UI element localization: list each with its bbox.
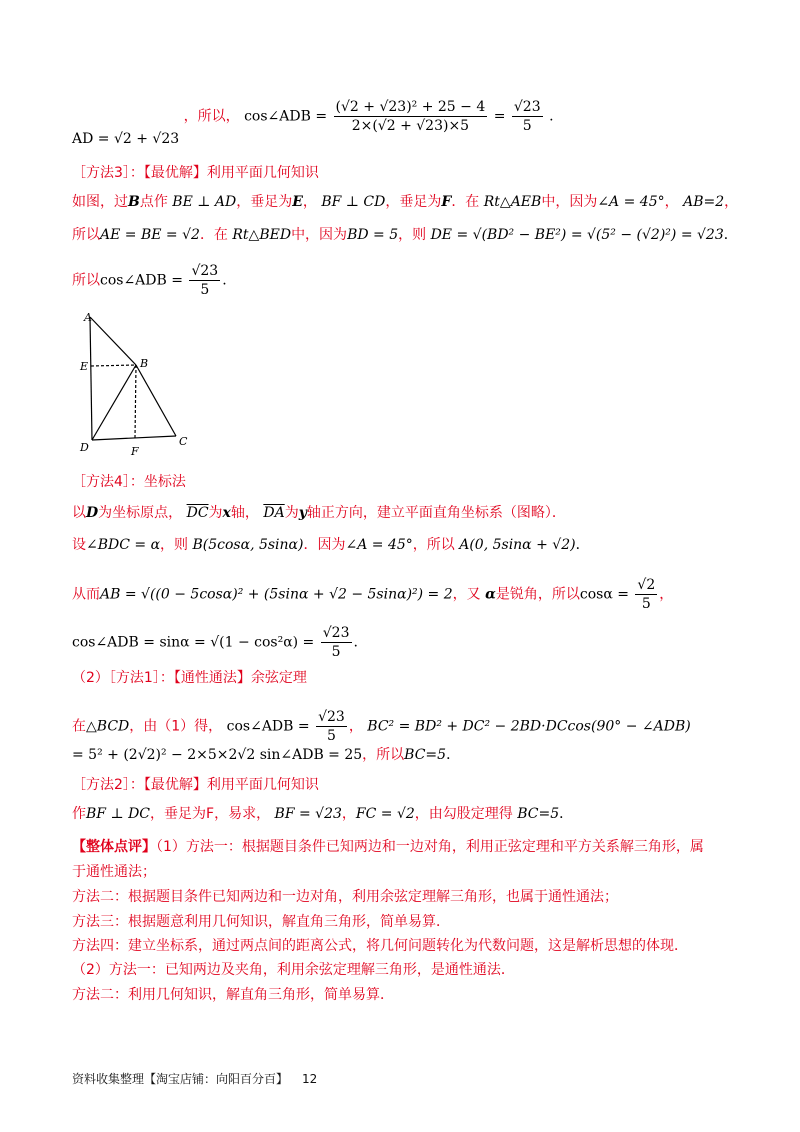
review-line3: 方法二：根据题目条件已知两边和一边对角，利用余弦定理解三角形，也属于通性通法； [72, 889, 618, 905]
text: ， [724, 194, 739, 210]
vector-dc: $\overline{DC}$ [186, 505, 209, 521]
page-number: 12 [302, 1072, 318, 1086]
math: BD = 5 [347, 227, 399, 243]
fraction-denominator: 5 [331, 644, 341, 660]
math: BC=5 [404, 747, 447, 763]
math: BC=5 [517, 806, 560, 822]
period: . [549, 108, 554, 125]
math: α [485, 586, 496, 603]
fraction-numerator: √2 [637, 577, 656, 593]
fraction [316, 708, 347, 745]
math: AE = BE = √2 [100, 227, 200, 243]
period: . [222, 272, 227, 289]
label-d: D [80, 441, 89, 454]
text: ．在 [451, 194, 480, 210]
text: ， [664, 194, 679, 210]
result-denominator: 5 [522, 118, 532, 134]
text: ，则 [398, 227, 427, 243]
footer [72, 1070, 317, 1087]
math: BF ⊥ DC [86, 806, 151, 822]
footer-text: 资料收集整理【淘宝店铺：向阳百分百】 [72, 1072, 289, 1086]
cos-adb-lhs: cos∠ADB = [244, 108, 328, 125]
text: 如图，过 [72, 194, 128, 210]
method3-line3 [72, 262, 227, 299]
text: ， [659, 586, 674, 603]
ad-cos-line [72, 98, 554, 147]
text: 从而 [72, 586, 100, 603]
math: BE ⊥ AD [172, 194, 237, 210]
segment-ab [90, 317, 136, 365]
segment-dc [92, 436, 176, 440]
segment-bc [136, 365, 176, 436]
math: cosα = [579, 586, 629, 603]
text: 作 [72, 806, 86, 822]
math: y [298, 505, 307, 521]
math: B [128, 194, 140, 210]
method3-line2 [72, 225, 738, 245]
ad-equation: AD = √2 + √23 [72, 130, 180, 147]
math: ∠A = 45° [345, 537, 413, 553]
part2-line2 [72, 745, 460, 765]
text: ． [723, 227, 738, 243]
vector-da: $\overline{DA}$ [263, 505, 285, 521]
text: （1）方法一：根据题目条件已知两边和一边对角，利用正弦定理和平方关系解三角形，属 [156, 839, 704, 855]
fraction-numerator: √23 [322, 625, 350, 641]
review-line2: 于通性通法； [72, 864, 156, 880]
text: 所以 [72, 227, 100, 243]
math: cos∠ADB = [100, 272, 183, 289]
review-line6: （2）方法一：已知两边及夹角，利用余弦定理解三角形，是通性通法． [72, 962, 515, 978]
text: 为坐标原点， [98, 505, 183, 521]
math: = 5² + (2√2)² − 2×5×2√2 sin∠ADB = 25 [72, 747, 363, 763]
text: 点作 [139, 194, 168, 210]
fraction-denominator: 5 [327, 728, 336, 744]
label-c: C [179, 435, 188, 448]
text: 为 [284, 505, 299, 521]
method4-line2 [72, 535, 590, 555]
so-text: ，所以， [183, 108, 240, 125]
text: 中，因为 [541, 194, 598, 210]
math: AB=2 [683, 194, 725, 210]
text: 轴， [230, 505, 259, 521]
segment-be [91, 365, 136, 366]
part2-method2-line [72, 804, 573, 824]
text: 中，因为 [291, 227, 348, 243]
text: ，垂足为F，易求， [150, 806, 271, 822]
method4-line3 [72, 576, 673, 613]
math: AB = √((0 − 5cosα)² + (5sinα + √2 − 5sinα)²) = 2 [100, 586, 453, 603]
math: cos∠ADB = sinα = √(1 − cos²α) = [72, 634, 315, 651]
part2-method2-header: ［方法2］：【最优解】利用平面几何知识 [72, 777, 319, 793]
math: BC² = BD² + DC² − 2BD·DCcos(90° − ∠ADB) [367, 718, 691, 735]
fraction-numerator: √23 [318, 709, 345, 725]
method4-line1 [72, 503, 566, 523]
math: B(5cosα, 5sinα) [192, 537, 304, 553]
cos-adb-fraction [334, 98, 488, 135]
segment-bf [135, 365, 136, 438]
math: x [222, 505, 231, 521]
review-title: 【整体点评】 [72, 839, 156, 855]
text: ． [575, 537, 590, 553]
part2-header: （2）［方法1］：【通性通法】余弦定理 [72, 670, 307, 686]
review-line4: 方法三：根据题意利用几何知识，解直角三角形，简单易算． [72, 914, 450, 930]
text: 在 [72, 718, 86, 735]
fraction-denominator: 2×(√2 + √23)×5 [351, 118, 470, 134]
fraction-numerator: (√2 + √23)² + 25 − 4 [335, 99, 486, 115]
method3-header: ［方法3］：【最优解】利用平面几何知识 [72, 165, 319, 181]
text: ，则 [160, 537, 189, 553]
fraction [189, 262, 220, 299]
text: 是锐角，所以 [495, 586, 580, 603]
math: Rt△AEB [483, 194, 542, 210]
result-numerator: √23 [513, 99, 541, 115]
label-a: A [84, 311, 92, 324]
method3-line1 [72, 192, 738, 212]
math: DE = √(BD² − BE²) = √(5² − (√2)²) = √23 [430, 227, 724, 243]
math: BF ⊥ CD [321, 194, 386, 210]
fraction-denominator: 5 [641, 596, 651, 612]
math: A(0, 5sinα + √2) [459, 537, 576, 553]
text: 所以 [72, 272, 100, 289]
text: ，垂足为 [236, 194, 293, 210]
review-line1 [72, 837, 704, 857]
text: 以 [72, 505, 86, 521]
math: E [292, 194, 303, 210]
text: ， [348, 718, 363, 735]
text: ，所以 [362, 747, 405, 763]
method4-line4 [72, 624, 358, 661]
text: ，又 [452, 586, 481, 603]
text: ，垂足为 [385, 194, 442, 210]
text: ，所以 [412, 537, 455, 553]
math: D [86, 505, 99, 521]
result-fraction [512, 98, 543, 135]
text: ，由勾股定理得 [414, 806, 513, 822]
review-line7: 方法二：利用几何知识，解直角三角形，简单易算． [72, 987, 394, 1003]
text: ，由（1）得， [129, 718, 223, 735]
period: . [353, 634, 358, 651]
review-line5: 方法四：建立坐标系，通过两点间的距离公式，将几何问题转化为代数问题，这是解析思想的体现． [72, 938, 688, 954]
fraction-denominator: 5 [200, 282, 210, 298]
text: 设 [72, 537, 86, 553]
text: ．在 [199, 227, 228, 243]
label-b: B [140, 357, 149, 370]
text: ， [341, 806, 356, 822]
equals-sign: = [493, 108, 506, 125]
math: Rt△BED [232, 227, 292, 243]
fraction [321, 624, 352, 661]
segment-bd [92, 365, 136, 440]
method4-header: ［方法4］：坐标法 [72, 474, 186, 490]
text: ． [446, 747, 461, 763]
math: △BCD [86, 718, 130, 735]
math: ∠BDC = α [86, 537, 161, 553]
math: BF = √23 [274, 806, 342, 822]
math: ∠A = 45° [597, 194, 665, 210]
geometry-figure [76, 305, 196, 460]
text: ， [302, 194, 317, 210]
fraction-numerator: √23 [191, 263, 219, 279]
math: cos∠ADB = [226, 718, 310, 735]
label-e: E [80, 360, 89, 373]
label-f: F [131, 445, 139, 458]
part2-line1 [72, 708, 691, 745]
text: ． [559, 806, 574, 822]
segment-ad [90, 317, 92, 440]
math: F [441, 194, 452, 210]
text: 轴正方向，建立平面直角坐标系（图略）． [306, 505, 566, 521]
math: FC = √2 [355, 806, 415, 822]
fraction [635, 576, 657, 613]
text: 为 [208, 505, 223, 521]
text: ．因为 [303, 537, 346, 553]
